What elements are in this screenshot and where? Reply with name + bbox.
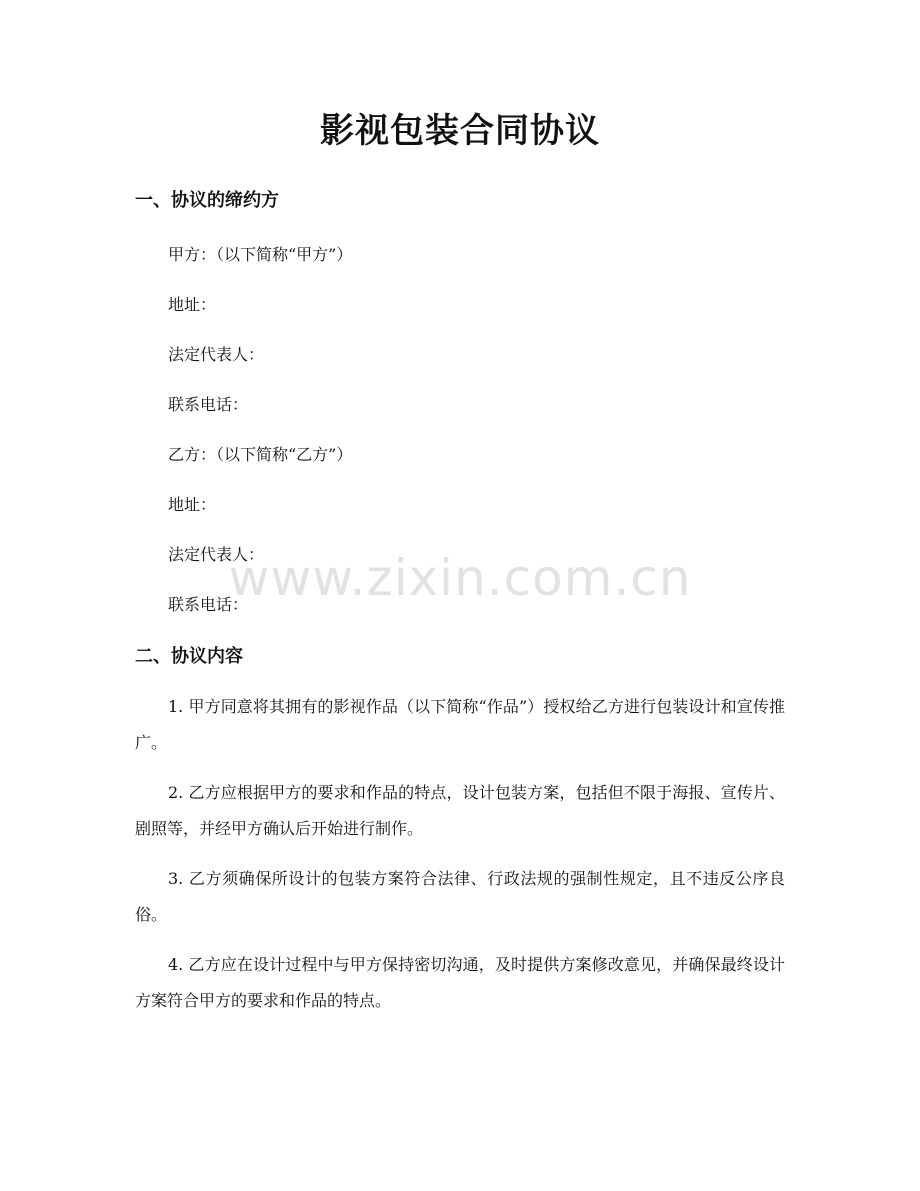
- party-a-legal-representative: 法定代表人：: [168, 345, 265, 364]
- clause-3: 3. 乙方须确保所设计的包装方案符合法律、行政法规的强制性规定，且不违反公序良俗。: [135, 869, 785, 924]
- party-a-line: 甲方：（以下简称“甲方”）: [168, 245, 353, 264]
- clause-1: 1. 甲方同意将其拥有的影视作品（以下简称“作品”）授权给乙方进行包装设计和宣传推广。: [135, 697, 785, 752]
- party-a-phone: 联系电话：: [168, 395, 249, 414]
- party-a-address: 地址：: [168, 295, 217, 314]
- section-heading-content: 二、协议内容: [135, 646, 243, 667]
- party-b-line: 乙方：（以下简称“乙方”）: [168, 445, 353, 464]
- clause-2: 2. 乙方应根据甲方的要求和作品的特点，设计包装方案，包括但不限于海报、宣传片、剧照等，并经甲方确认后开始进行制作。: [135, 783, 785, 838]
- party-b-address: 地址：: [168, 495, 217, 514]
- party-b-legal-representative: 法定代表人：: [168, 545, 265, 564]
- watermark: www.zixin.com.cn: [228, 549, 692, 607]
- clause-4: 4. 乙方应在设计过程中与甲方保持密切沟通，及时提供方案修改意见，并确保最终设计方案符合甲方的要求和作品的特点。: [135, 955, 785, 1010]
- document-title: 影视包装合同协议: [320, 111, 600, 151]
- party-b-phone: 联系电话：: [168, 595, 249, 614]
- section-heading-parties: 一、协议的缔约方: [135, 190, 279, 211]
